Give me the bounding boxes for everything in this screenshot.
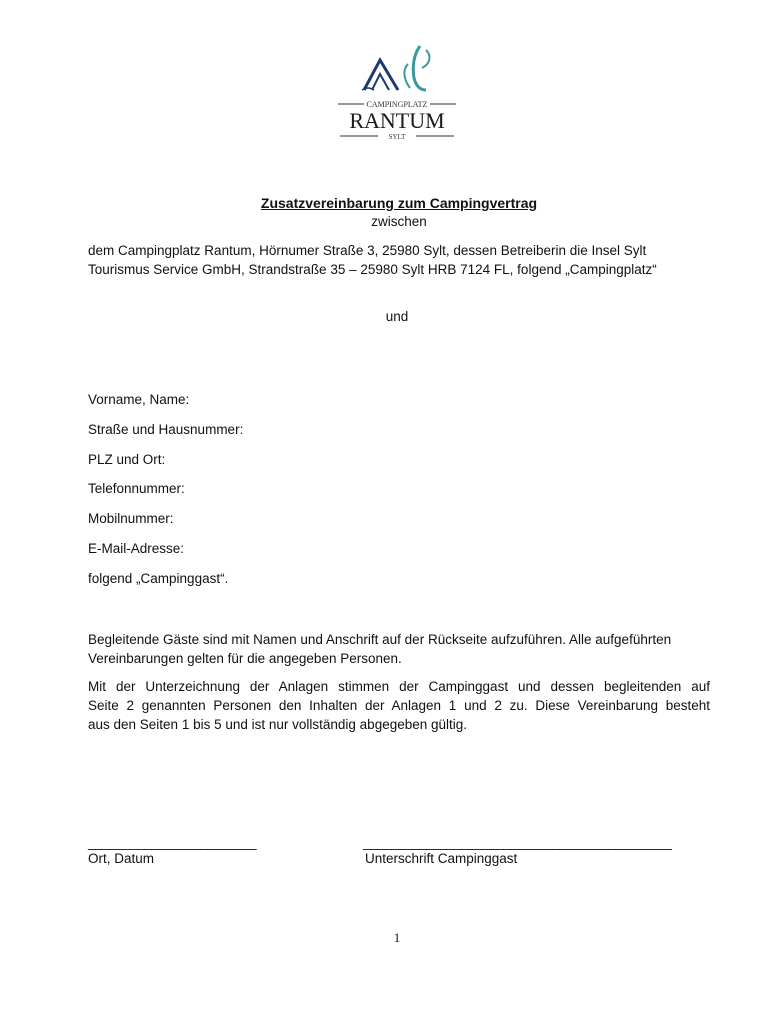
- field-name: Vorname, Name:: [88, 392, 190, 407]
- campingplatz-rantum-logo: [334, 40, 460, 140]
- page-number: 1: [393, 930, 401, 945]
- paragraph-line: Seite 2 genannten Personen den Inhalten der Anlagen 1 und 2 zu. Diese Vereinbarung besteht: [88, 698, 710, 713]
- party1-line: Tourismus Service GmbH, Strandstraße 35 – 25980 Sylt HRB 7124 FL, folgend „Campingplatz“: [88, 262, 657, 277]
- party1-line: dem Campingplatz Rantum, Hörnumer Straße 3, 25980 Sylt, dessen Betreiberin die Insel Sylt: [88, 243, 647, 258]
- und-text: und: [385, 309, 409, 324]
- paragraph-line: Begleitende Gäste sind mit Namen und Anschrift auf der Rückseite aufzuführen. Alle aufgeführten: [88, 632, 672, 647]
- guest-signature-line: ____________________________________________: [363, 835, 672, 850]
- paragraph-line: Mit der Unterzeichnung der Anlagen stimmen der Campinggast und dessen begleitenden auf: [88, 679, 710, 694]
- paragraph-line: aus den Seiten 1 bis 5 und ist nur vollständig abgegeben gültig.: [88, 717, 468, 732]
- paragraph-signature-terms: [88, 677, 710, 734]
- logo-graphic: [334, 40, 460, 140]
- date-signature-line: ________________________: [88, 835, 257, 850]
- field-email: E-Mail-Adresse:: [88, 541, 185, 556]
- party1-block: [88, 241, 710, 279]
- document-subtitle: zwischen: [371, 214, 427, 229]
- logo-sub-label: SYLT: [388, 133, 406, 140]
- document-title: Zusatzvereinbarung zum Campingvertrag: [260, 195, 538, 211]
- logo-name: RANTUM: [349, 108, 445, 133]
- field-mobile: Mobilnummer:: [88, 511, 174, 526]
- logo-top-label: CAMPINGPLATZ: [366, 100, 428, 109]
- date-place-label: Ort, Datum: [88, 851, 155, 866]
- field-zip-city: PLZ und Ort:: [88, 452, 166, 467]
- paragraph-line: Vereinbarungen gelten für die angegeben Personen.: [88, 651, 402, 666]
- field-street: Straße und Hausnummer:: [88, 422, 244, 437]
- paragraph-guests: [88, 630, 710, 668]
- field-phone: Telefonnummer:: [88, 481, 185, 496]
- guest-signature-label: Unterschrift Campinggast: [365, 851, 518, 866]
- field-guest-label: folgend „Campinggast“.: [88, 571, 229, 586]
